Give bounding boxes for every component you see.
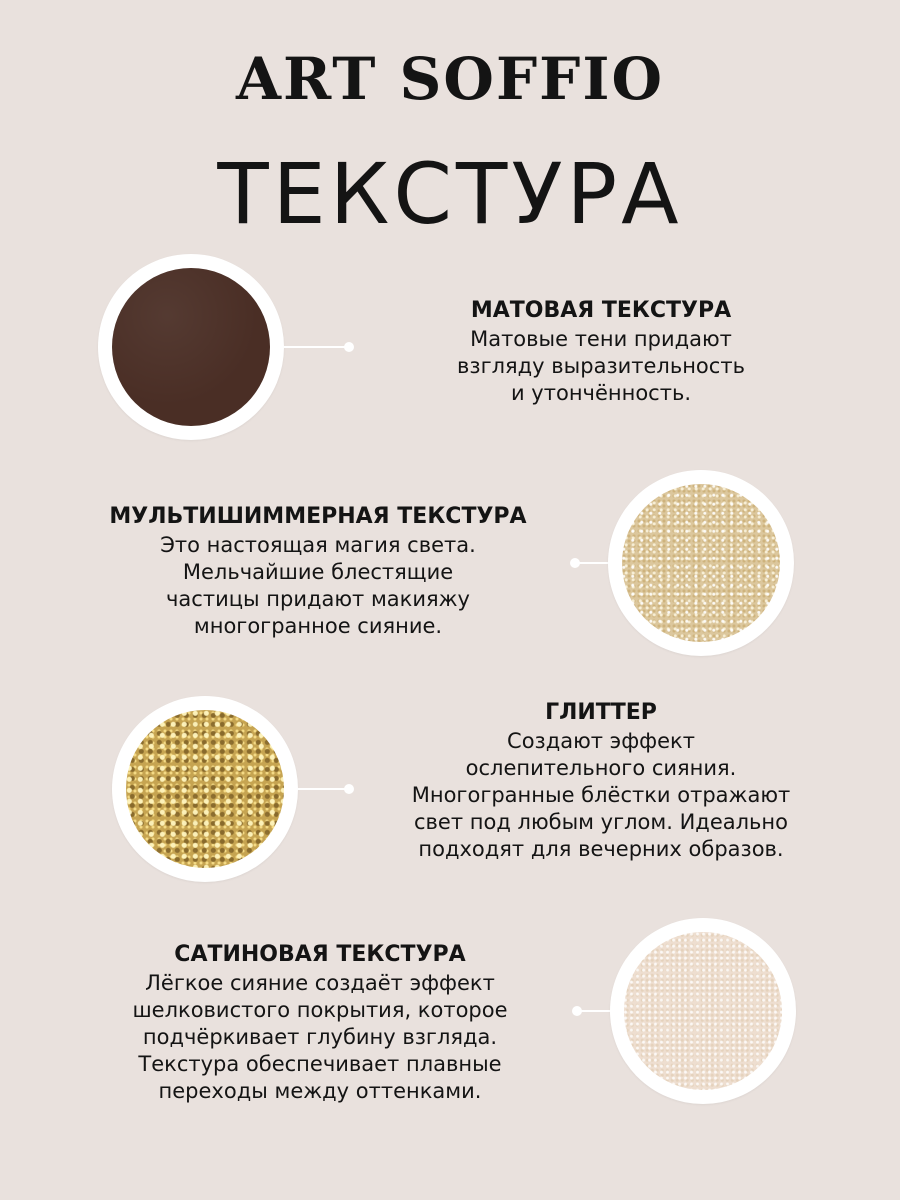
texture-heading: МАТОВАЯ ТЕКСТУРА — [470, 298, 732, 323]
description-line: Матовые тени придают — [470, 327, 732, 351]
matte-connector-line — [284, 346, 346, 348]
description-line: и утончённость. — [510, 381, 692, 405]
texture-description — [370, 728, 832, 863]
multishimmer-swatch-ring — [608, 470, 794, 656]
description-line: взгляду выразительность — [457, 354, 745, 378]
glitter-texture-swatch — [126, 710, 284, 868]
texture-heading: ГЛИТТЕР — [545, 700, 657, 725]
multishimmer-connector-line — [576, 562, 610, 564]
description-line: ослепительного сияния. — [465, 756, 737, 780]
multishimmer-texture-swatch — [622, 484, 780, 642]
texture-description — [90, 532, 546, 640]
description-line: Создают эффект — [507, 729, 695, 753]
description-line: Текстура обеспечивает плавные — [138, 1052, 502, 1076]
description-line: Мельчайшие блестящие — [182, 560, 454, 584]
description-line: подчёркивает глубину взгляда. — [142, 1025, 498, 1049]
description-line: шелковистого покрытия, которое — [132, 998, 508, 1022]
description-line: переходы между оттенками. — [158, 1079, 482, 1103]
glitter-swatch-ring — [112, 696, 298, 882]
texture-description — [420, 326, 782, 407]
description-line: Лёгкое сияние создаёт эффект — [145, 971, 495, 995]
description-line: Это настоящая магия света. — [160, 533, 476, 557]
matte-connector-dot — [344, 342, 354, 352]
multishimmer-texture-block — [90, 502, 546, 640]
page-title: ТЕКСТУРА — [217, 145, 683, 243]
description-line: частицы придают макияжу — [166, 587, 470, 611]
matte-swatch-ring — [98, 254, 284, 440]
matte-texture-block — [420, 296, 782, 407]
glitter-connector-line — [298, 788, 346, 790]
texture-heading: МУЛЬТИШИММЕРНАЯ ТЕКСТУРА — [109, 504, 527, 529]
brand-logo: ART SOFFIO — [236, 45, 664, 113]
satin-texture-block — [90, 940, 550, 1105]
description-line: Многогранные блёстки отражают — [411, 783, 791, 807]
matte-texture-swatch — [112, 268, 270, 426]
glitter-texture-block — [370, 698, 832, 863]
glitter-connector-dot — [344, 784, 354, 794]
description-line: подходят для вечерних образов. — [418, 837, 784, 861]
satin-texture-swatch — [624, 932, 782, 1090]
texture-heading: САТИНОВАЯ ТЕКСТУРА — [174, 942, 466, 967]
satin-swatch-ring — [610, 918, 796, 1104]
description-line: многогранное сияние. — [193, 614, 443, 638]
description-line: свет под любым углом. Идеально — [414, 810, 788, 834]
texture-description — [90, 970, 550, 1105]
satin-connector-line — [578, 1010, 612, 1012]
